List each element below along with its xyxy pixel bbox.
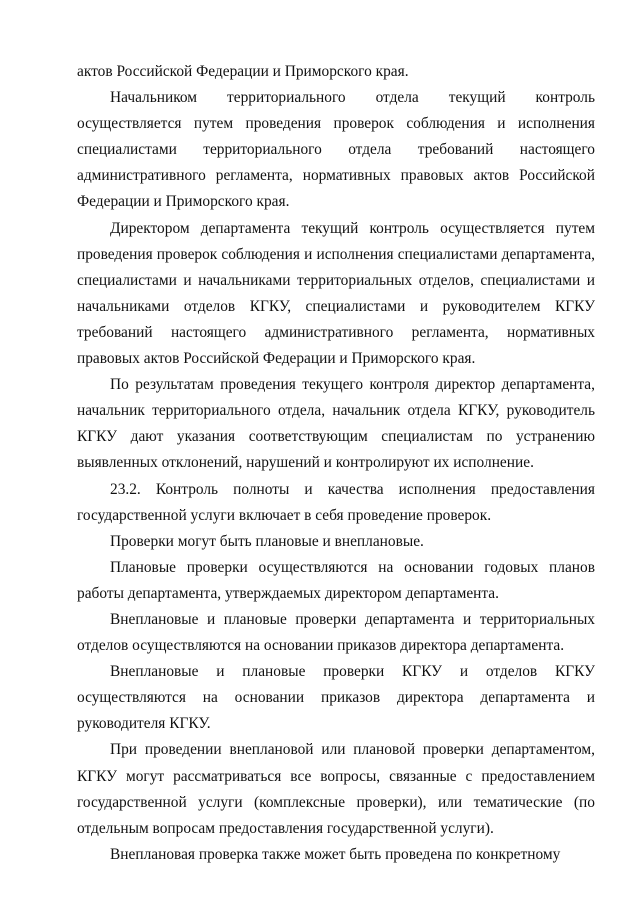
paragraph-control-results: По результатам проведения текущего контроля директор департамента, начальник территориального отдела, начальник отдела КГКУ, руководитель КГКУ дают указания соответствующим специалистам по устранению выявленных отклонений, нарушений и контролируют их исполнение. — [77, 376, 595, 472]
paragraph-department-inspections: Внеплановые и плановые проверки департамента и территориальных отделов осуществляются на основании приказов директора департамента. — [77, 610, 595, 655]
paragraph-planned-inspections: Плановые проверки осуществляются на основании годовых планов работы департамента, утверждаемых директором департамента. — [77, 558, 595, 602]
paragraph-director-control: Директором департамента текущий контроль осуществляется путем проведения проверок соблюдения и исполнения специалистами департамента, специалистами и начальниками территориальных отделов, специалистами и начальниками отделов КГКУ, специалистами и руководителем КГКУ требований настоящего административного регламента, нормативных правовых актов Российской Федерации и Приморского края. — [77, 219, 595, 368]
paragraph-kgku-inspections: Внеплановые и плановые проверки КГКУ и отделов КГКУ осуществляются на основании приказов директора департамента и руководителя КГКУ. — [77, 663, 595, 733]
paragraph-section-23-2: 23.2. Контроль полноты и качества исполнения предоставления государственной услуги включает в себя проведение проверок. — [77, 480, 595, 524]
paragraph-inspection-scope: При проведении внеплановой или плановой проверки департаментом, КГКУ могут рассматриваться все вопросы, связанные с предоставлением государственной услуги (комплексные проверки), или тематические (по отдельным вопросам предоставления государственной услуги). — [77, 741, 595, 837]
paragraph-territorial-control: Начальником территориального отдела текущий контроль осуществляется путем проведения проверок соблюдения и исполнения специалистами территориального отдела требований настоящего административного регламента, нормативных правовых актов Российской Федерации и Приморского края. — [77, 89, 595, 211]
paragraph-inspection-types: Проверки могут быть плановые и внеплановые. — [110, 532, 424, 550]
document-body — [77, 59, 595, 868]
paragraph-unscheduled-inspection: Внеплановая проверка также может быть проведена по конкретному — [110, 845, 561, 863]
paragraph-continuation: актов Российской Федерации и Приморского края. — [77, 63, 409, 80]
